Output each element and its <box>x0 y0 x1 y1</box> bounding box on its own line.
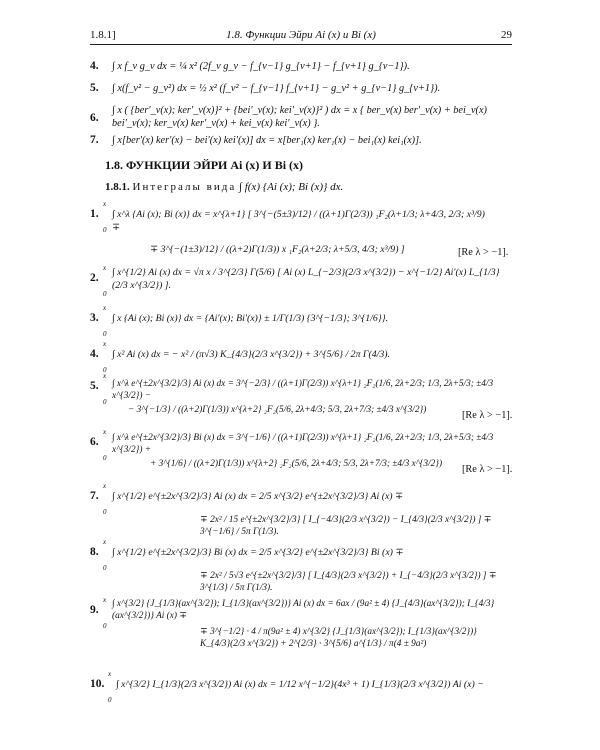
upper-limit: x <box>108 670 112 678</box>
formula-line: ∫ x^{3/2} I_{1/3}(2/3 x^{3/2}) Ai (x) dx = 1/12 x^{−1/2}(4x³ + 1) I_{1/3}(2/3 x^{3/2}) Ai (x) − <box>116 679 484 690</box>
running-title: 1.8. Функции Эйри Ai (x) и Bi (x) <box>226 29 376 41</box>
formula-number: 4. <box>90 348 99 360</box>
upper-limit: x <box>103 538 107 546</box>
lower-limit: 0 <box>103 226 107 234</box>
formula-number: 1. <box>90 208 99 220</box>
formula-number: 4. <box>90 60 99 72</box>
upper-limit: x <box>103 372 107 380</box>
header-rule <box>90 44 512 45</box>
section-heading: 1.8. ФУНКЦИИ ЭЙРИ Ai (x) И Bi (x) <box>105 158 304 172</box>
formula-number: 9. <box>90 604 99 616</box>
formula-number: 3. <box>90 312 99 324</box>
formula-line: ∫ x² Ai (x) dx = − x² / (π√3) K_{4/3}(2/3 x^{3/2}) + 3^{5/6} / 2π Γ(4/3). <box>112 349 391 360</box>
formula-line: ∓ 3^{−1/2} · 4 / π(9a² ± 4) x^{3/2} {J_{1/3}(ax^{3/2}); I_{1/3}(ax^{3/2})} K_{4/3}(2/3 x^{3/2}) + 2^{2/3} · 3^{5/6} a^{1/3} / π(4 ± 9a²) <box>200 627 477 649</box>
formula-line: ∫ x^{1/2} e^{±2x^{3/2}/3} Bi (x) dx = 2/5 x^{3/2} e^{±2x^{3/2}/3} Bi (x) ∓ <box>112 547 404 558</box>
formula-number: 7. <box>90 490 99 502</box>
subsection-number: 1.8.1. <box>105 181 130 193</box>
formula-line: ∫ x {Ai (x); Bi (x)} dx = {Ai′(x); Bi′(x)} ± 1/Γ(1/3) {3^{−1/3}; 3^{1/6}}. <box>112 313 389 324</box>
formula-number: 5. <box>90 82 99 94</box>
formula-number: 2. <box>90 272 99 284</box>
formula-line: + 3^{1/6} / ((λ+2)Γ(1/3)) x^{λ+2} ₂F₂(5/6, 2λ+4/3; 5/3, 2λ+7/3; ±4/3 x^{3/2}) <box>150 459 443 469</box>
formula-line: ∓ 2x² / 5√3 e^{±2x^{3/2}/3} [ I_{4/3}(2/3 x^{3/2}) + I_{−4/3}(2/3 x^{3/2}) ] ∓ 3^{1/3} / 5π Γ(1/3). <box>200 571 497 593</box>
upper-limit: x <box>103 428 107 436</box>
formula: ∫ x ( {ber′_ν(x); ker′_ν(x)}² + {bei′_ν(x); kei′_ν(x)}² ) dx = x { ber_ν(x) ber′_ν(x) + bei_ν(x) bei′_ν(x); ker_ν(x) ker′_ν(x) + kei_ν(x) kei′_ν(x) }. <box>112 105 487 129</box>
lower-limit: 0 <box>103 564 107 572</box>
upper-limit: x <box>103 596 107 604</box>
formula: ∫ x(f_ν² − g_ν²) dx = ½ x² (f_ν² − f_{ν−1} f_{ν+1} − g_ν² + g_{ν−1} g_{ν+1}). <box>112 83 441 94</box>
formula-number: 5. <box>90 380 99 392</box>
lower-limit: 0 <box>103 290 107 298</box>
lower-limit: 0 <box>103 508 107 516</box>
formula-line: ∫ x^{3/2} {J_{1/3}(ax^{3/2}); I_{1/3}(ax^{3/2})} Ai (x) dx = 6ax / (9a² ± 4) {J_{4/3}(ax^{3/2}); I_{4/3}(ax^{3/2})} Ai (x) ∓ <box>112 599 495 621</box>
formula-line: ∓ 2x² / 15 e^{±2x^{3/2}/3} [ I_{−4/3}(2/3 x^{3/2}) − I_{4/3}(2/3 x^{3/2}) ] ∓ 3^{−1/6} / 5π Γ(1/3). <box>200 515 492 537</box>
formula-line: − 3^{−1/3} / ((λ+2)Γ(1/3)) x^{λ+2} ₂F₂(5/6, 2λ+4/3; 5/3, 2λ+7/3; ±4/3 x^{3/2}) <box>128 405 427 415</box>
lower-limit: 0 <box>103 622 107 630</box>
lower-limit: 0 <box>103 398 107 406</box>
condition: [Re λ > −1]. <box>458 247 509 258</box>
formula-line: ∫ x^λ e^{±2x^{3/2}/3} Ai (x) dx = 3^{−2/3} / ((λ+1)Γ(2/3)) x^{λ+1} ₂F₂(1/6, 2λ+2/3; 1/3, 2λ+5/3; ±4/3 x^{3/2}) − <box>112 379 494 401</box>
running-header <box>90 29 512 45</box>
formula-line: ∫ x^λ e^{±2x^{3/2}/3} Bi (x) dx = 3^{−1/6} / ((λ+1)Γ(2/3)) x^{λ+1} ₂F₂(1/6, 2λ+2/3; 1/3, 2λ+5/3; ±4/3 x^{3/2}) + <box>112 433 494 455</box>
upper-limit: x <box>103 482 107 490</box>
lower-limit: 0 <box>108 696 112 704</box>
formula-number: 6. <box>90 436 99 448</box>
formula-line: ∫ x^{1/2} e^{±2x^{3/2}/3} Ai (x) dx = 2/5 x^{3/2} e^{±2x^{3/2}/3} Ai (x) ∓ <box>112 491 404 502</box>
formula-number: 7. <box>90 134 99 146</box>
lower-limit: 0 <box>103 454 107 462</box>
page-number: 29 <box>501 29 512 41</box>
formula-number: 6. <box>90 112 99 124</box>
condition: [Re λ > −1]. <box>462 464 513 475</box>
formula: ∫ x f_ν g_ν dx = ¼ x² (2f_ν g_ν − f_{ν−1} g_{ν+1} − f_{ν+1} g_{ν−1}). <box>112 61 410 72</box>
upper-limit: x <box>103 264 107 272</box>
upper-limit: x <box>103 304 107 312</box>
lower-limit: 0 <box>103 330 107 338</box>
formula-number: 8. <box>90 546 99 558</box>
section-number: 1.8.1] <box>90 29 116 41</box>
condition: [Re λ > −1]. <box>462 410 513 421</box>
formula-line: ∫ x^{1/2} Ai (x) dx = √π x / 3^{2/3} Γ(5/6) [ Ai (x) L_{−2/3}(2/3 x^{3/2}) − x^{−1/2} Ai′(x) L_{1/3}(2/3 x^{3/2}) ]. <box>112 267 500 291</box>
formula-line: ∫ x^λ {Ai (x); Bi (x)} dx = x^{λ+1} [ 3^{−(5±3)/12} / ((λ+1)Γ(2/3)) ₁F₂(λ+1/3; λ+4/3, 2/3; x³/9) ∓ <box>112 209 485 233</box>
formula-number: 10. <box>90 678 105 690</box>
formula: ∫ x[ber′(x) ker′(x) − bei′(x) kei′(x)] dx = x[ber₁(x) ker₁(x) − bei₁(x) kei₁(x)]. <box>112 135 422 146</box>
formula-line: ∓ 3^{−(1±3)/12} / ((λ+2)Γ(1/3)) x ₁F₂(λ+2/3; λ+5/3, 4/3; x³/9) ] <box>150 244 405 255</box>
upper-limit: x <box>103 200 107 208</box>
subsection-expression: ∫ f(x) {Ai (x); Bi (x)} dx. <box>238 181 344 193</box>
lower-limit: 0 <box>103 366 107 374</box>
subsection-heading <box>105 181 343 193</box>
subsection-label: Интегралы вида <box>132 181 237 193</box>
upper-limit: x <box>103 340 107 348</box>
